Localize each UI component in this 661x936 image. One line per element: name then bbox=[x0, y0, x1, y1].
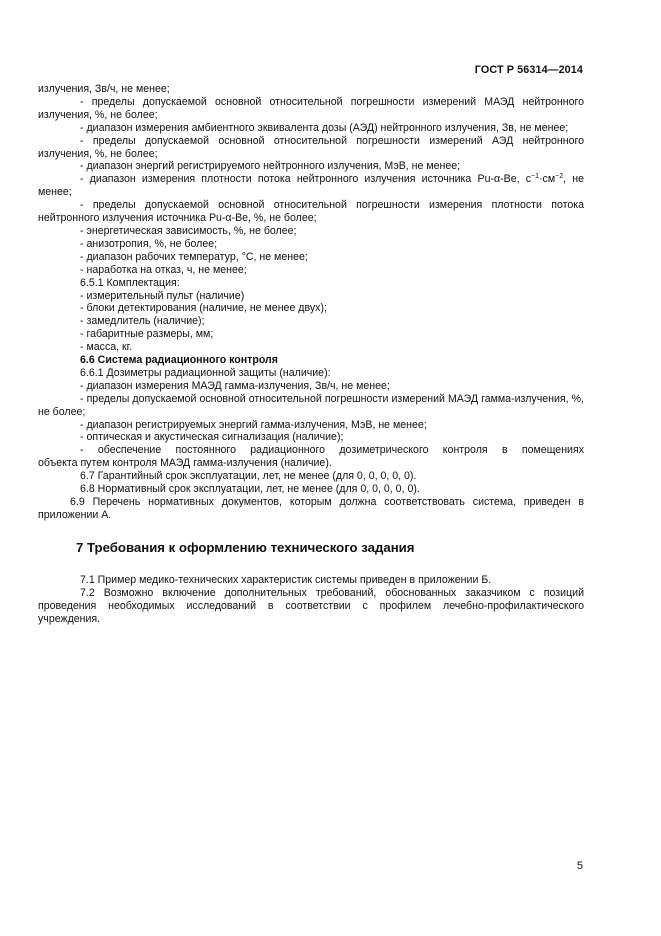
list-item: - диапазон измерения амбиентного эквивалента дозы (АЭД) нейтронного излучения, Зв, не менее; bbox=[80, 121, 569, 134]
list-item: - измерительный пульт (наличие) bbox=[80, 289, 245, 302]
subsection-heading: 6.5.1 Комплектация: bbox=[80, 276, 180, 289]
list-item: - анизотропия, %, не более; bbox=[80, 237, 218, 250]
list-item: - пределы допускаемой основной относительной погрешности измерения плотности потока нейтронного излучения источника Pu-α-Be, %, не более; bbox=[38, 199, 584, 225]
page-number: 5 bbox=[576, 860, 583, 872]
clause-6-8: 6.8 Нормативный срок эксплуатации, лет, не менее (для 0, 0, 0, 0, 0). bbox=[80, 483, 420, 496]
clause-7-1: 7.1 Пример медико-технических характеристик системы приведен в приложении Б. bbox=[80, 573, 492, 586]
section-title: 7 Требования к оформлению технического задания bbox=[76, 539, 415, 555]
list-item: - пределы допускаемой основной относительной погрешности измерений МАЭД гамма-излучения, %, не более; bbox=[38, 392, 584, 418]
list-item: - наработка на отказ, ч, не менее; bbox=[80, 263, 247, 276]
flux-exp-1: −1 bbox=[531, 173, 540, 181]
subsection-title: 6.6 Система радиационного контроля bbox=[80, 354, 278, 367]
document-body bbox=[38, 83, 584, 625]
list-item: - диапазон измерения МАЭД гамма-излучения, Зв/ч, не менее; bbox=[80, 379, 390, 392]
list-item: - диапазон рабочих температур, °С, не менее; bbox=[80, 250, 308, 263]
list-item: - габаритные размеры, мм; bbox=[80, 328, 214, 341]
list-item: - оптическая и акустическая сигнализация (наличие); bbox=[80, 431, 344, 444]
clause-6-7: 6.7 Гарантийный срок эксплуатации, лет, не менее (для 0, 0, 0, 0, 0). bbox=[80, 470, 417, 483]
list-item: - обеспечение постоянного радиационного дозиметрического контроля в помещениях bbox=[80, 444, 584, 457]
flux-exp-2: −2 bbox=[555, 173, 564, 181]
list-item: - замедлитель (наличие); bbox=[80, 315, 205, 328]
list-item: - блоки детектирования (наличие, не менее двух); bbox=[80, 302, 327, 315]
list-item-flux bbox=[38, 173, 584, 199]
flux-unit-end: , не менее; bbox=[38, 173, 584, 199]
text-line: объекта путем контроля МАЭД гамма-излучения (наличие). bbox=[38, 457, 332, 470]
list-item: - пределы допускаемой основной относительной погрешности измерений АЭД нейтронного излучения, %, не более; bbox=[38, 134, 584, 160]
clause-6-9: 6.9 Перечень нормативных документов, которым должна соответствовать система, приведен в приложении А. bbox=[38, 496, 584, 521]
text-line: излучения, Зв/ч, не менее; bbox=[38, 83, 170, 95]
list-item: - пределы допускаемой основной относительной погрешности измерений МАЭД нейтронного излучения, %, не более; bbox=[38, 95, 584, 121]
document-header: ГОСТ Р 56314—2014 bbox=[474, 64, 583, 76]
list-item: - диапазон регистрируемых энергий гамма-излучения, МэВ, не менее; bbox=[80, 418, 427, 431]
list-item: - энергетическая зависимость, %, не более; bbox=[80, 224, 297, 237]
list-item: - диапазон энергий регистрируемого нейтронного излучения, МэВ, не менее; bbox=[80, 160, 461, 173]
subsection-heading: 6.6.1 Дозиметры радиационной защиты (наличие): bbox=[80, 366, 331, 379]
clause-7-2: 7.2 Возможно включение дополнительных требований, обоснованных заказчиком с позиций проведения необходимых исследований в соответствии с профилем лечебно-профилактического учреждения. bbox=[38, 586, 584, 625]
flux-unit-mid: ·см bbox=[539, 173, 556, 186]
flux-text: - диапазон измерения плотности потока нейтронного излучения источника Pu-α-Be, с bbox=[80, 173, 532, 186]
list-item: - масса, кг. bbox=[80, 341, 133, 354]
